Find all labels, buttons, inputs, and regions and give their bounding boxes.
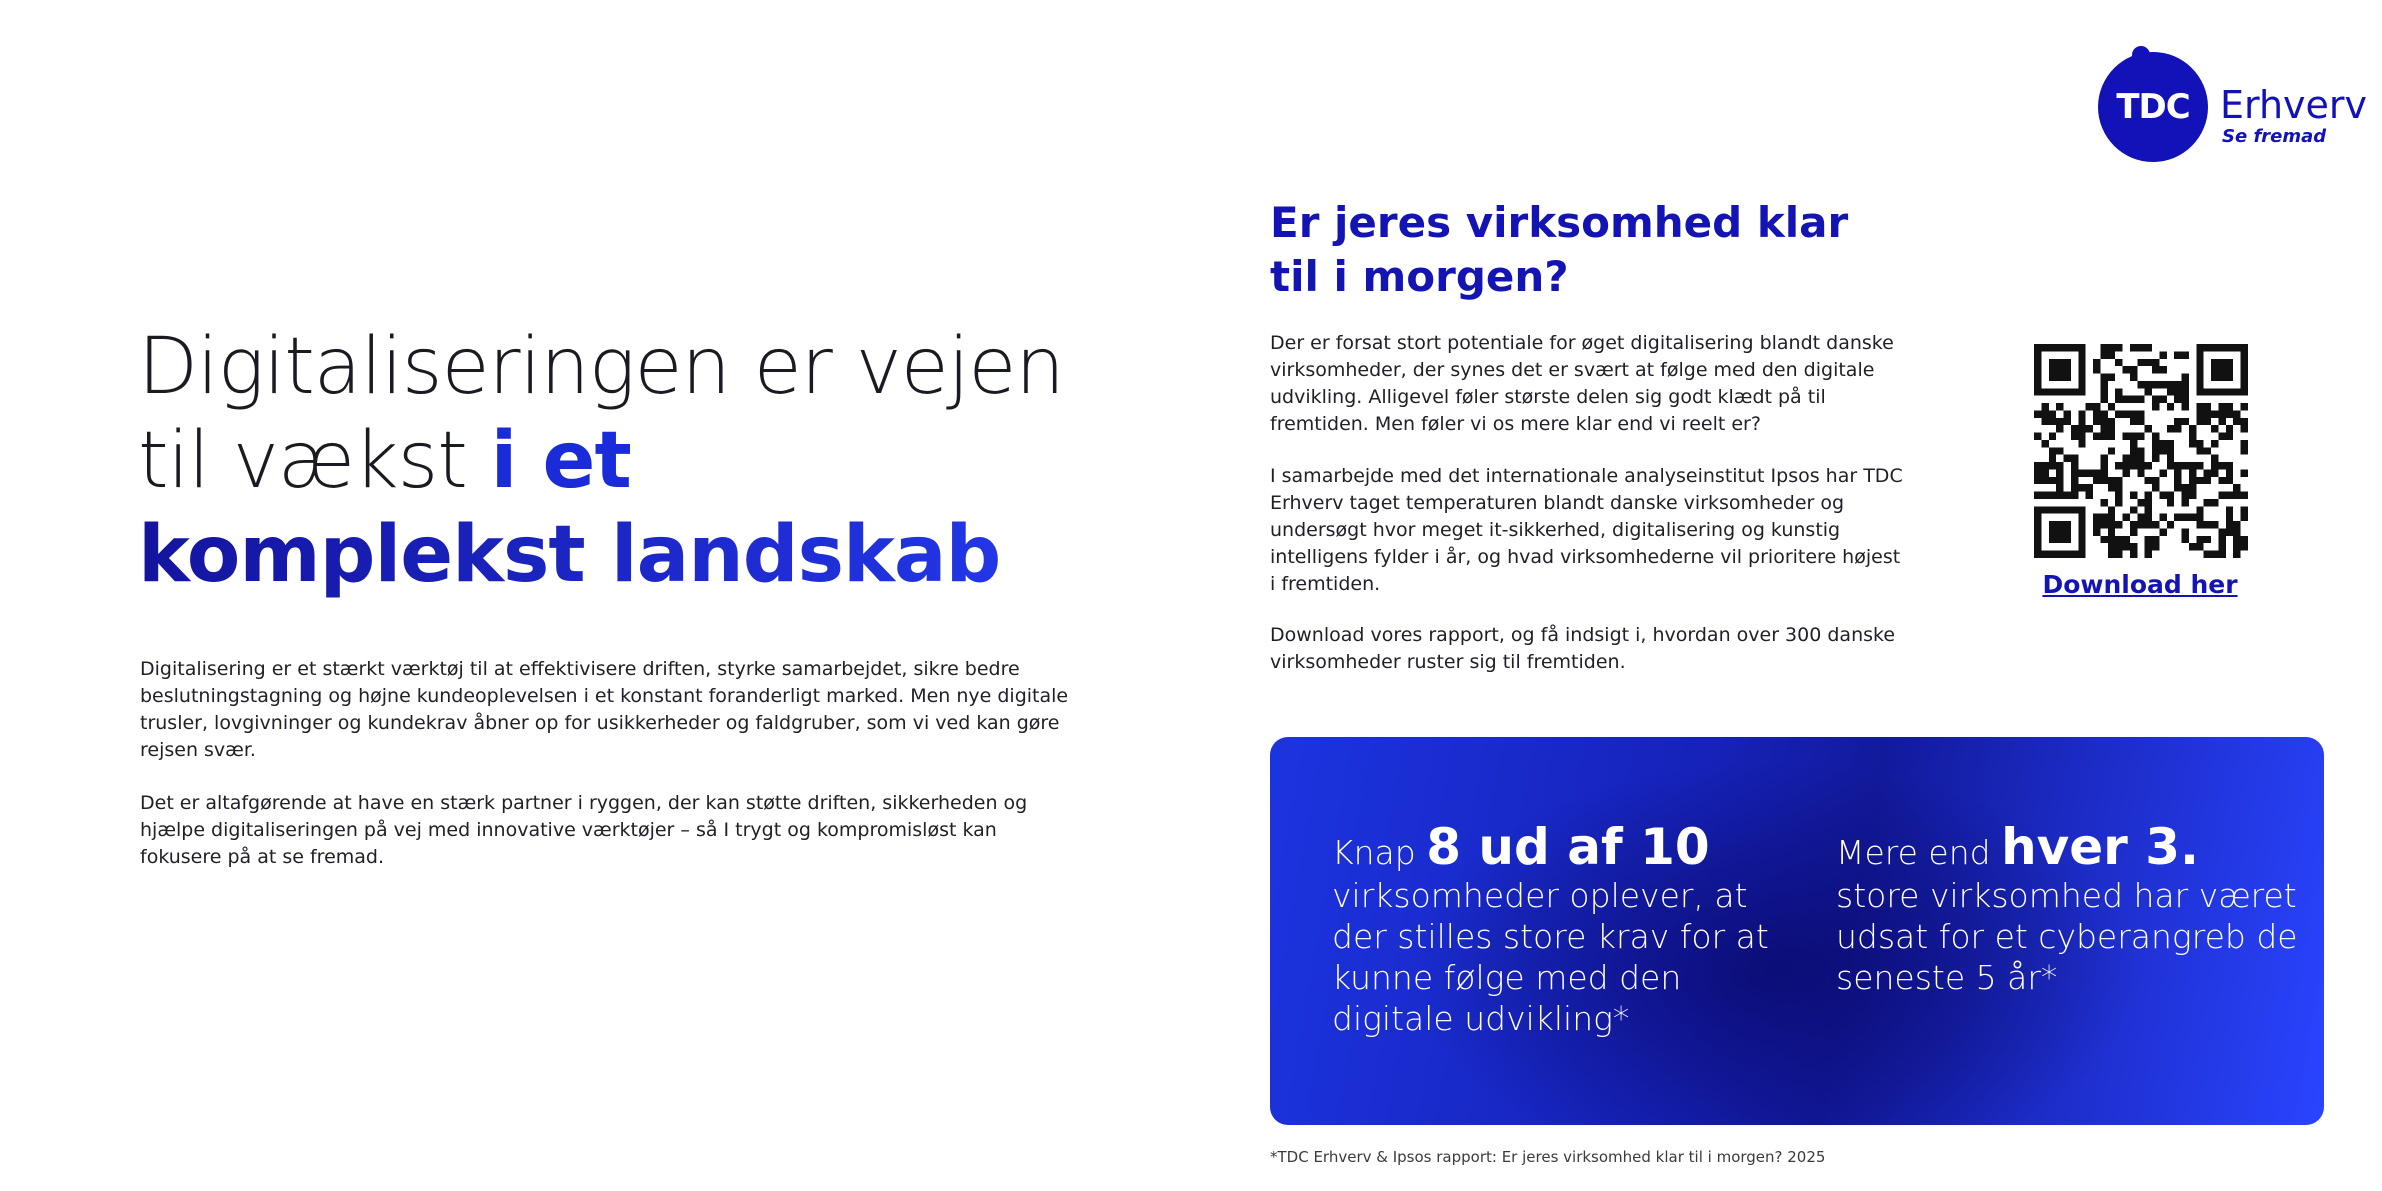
intro-paragraph-2: Det er altafgørende at have en stærk partner i ryggen, der kan støtte driften, sikkerheden og hjælpe digitaliseringen på vej med innovative værktøjer – så I trygt og kompromisløst kan fokusere på at se fremad.: [140, 792, 1028, 868]
report-paragraph-1: Der er forsat stort potentiale for øget digitalisering blandt danske virksomheder, der synes det er svært at følge med den digitale udvikling. Alligevel føler største delen sig godt klædt på til fremtiden. Men føler vi os mere klar end vi reelt er?: [1270, 332, 1894, 435]
headline-accent: i et: [490, 416, 631, 506]
qr-code-icon[interactable]: [2034, 344, 2248, 558]
stat-description: virksomheder oplever, at der stilles store krav for at kunne følge med den digitale udvikling*: [1332, 876, 1769, 1038]
stat-description: store virksomhed har været udsat for et cyberangreb de seneste 5 år*: [1836, 876, 2298, 997]
tdc-logo-mark: TDC: [2098, 52, 2208, 162]
tdc-erhverv-logo: [2098, 48, 2368, 164]
logo-brand-text: Erhverv: [2220, 83, 2368, 127]
logo-tagline: Se fremad: [2222, 126, 2327, 147]
stat-figure: 8 ud af 10: [1426, 818, 1710, 876]
download-link[interactable]: Download her: [2042, 570, 2238, 599]
stat-lead: Knap: [1332, 833, 1427, 872]
report-paragraph-3: Download vores rapport, og få indsigt i, hvordan over 300 danske virksomheder ruster sig til fremtiden.: [1270, 624, 1896, 673]
main-headline: [138, 320, 1138, 602]
stats-panel: [1270, 737, 2324, 1125]
report-paragraph-2: I samarbejde med det internationale analyseinstitut Ipsos har TDC Erhverv taget temperaturen blandt danske virksomheder og undersøgt hvor meget it-sikkerhed, digitalisering og kunstig intelligens fylder i år, og hvad virksomhederne vil prioritere højest i fremtiden.: [1270, 465, 1903, 595]
headline-plain: Digitaliseringen er vejen til vækst: [138, 322, 1064, 506]
stat-card: [1836, 819, 2306, 998]
footnote: *TDC Erhverv & Ipsos rapport: Er jeres virksomhed klar til i morgen? 2025: [1270, 1148, 1826, 1166]
stat-card: [1332, 819, 1802, 1039]
stat-lead: Mere end: [1836, 833, 2002, 872]
stat-figure: hver 3.: [2001, 818, 2200, 876]
headline-strong: komplekst landskab: [138, 510, 1001, 600]
report-title: Er jeres virksomhed klar til i morgen?: [1270, 198, 1849, 301]
intro-paragraph-1: Digitalisering er et stærkt værktøj til at effektivisere driften, styrke samarbejdet, sikre bedre beslutningstagning og højne kundeoplevelsen i et konstant foranderligt marked. Men nye digitale trusler, lovgivninger og kundekrav åbner op for usikkerheder og faldgruber, som vi ved kan gøre rejsen svær.: [140, 658, 1069, 761]
